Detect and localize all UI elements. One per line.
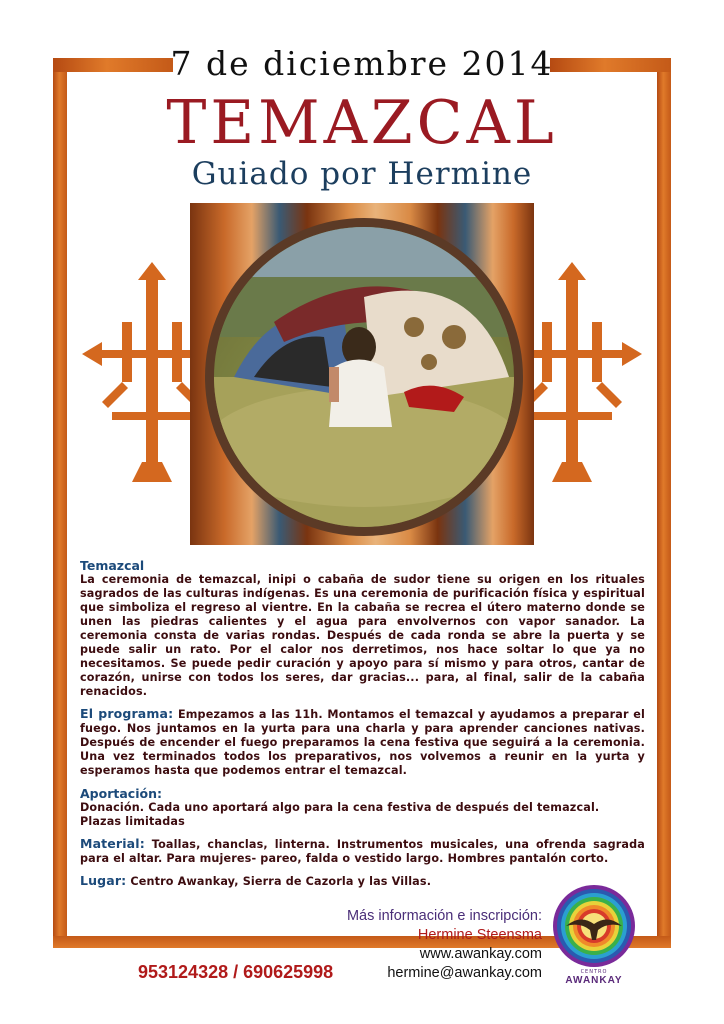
contact-info bbox=[347, 907, 542, 983]
section-aportacion bbox=[80, 786, 645, 829]
section-text: Donación. Cada uno aportará algo para la cena festiva de después del temazcal. bbox=[80, 801, 600, 814]
logo-caption: AWANKAY bbox=[565, 975, 623, 986]
section-heading: Lugar: bbox=[80, 873, 127, 888]
event-description bbox=[80, 558, 645, 897]
temazcal-photo bbox=[205, 218, 523, 536]
section-heading: Aportación: bbox=[80, 786, 162, 801]
section-text: Centro Awankay, Sierra de Cazorla y las Villas. bbox=[130, 875, 432, 888]
event-date: 7 de diciembre 2014 bbox=[170, 44, 554, 83]
event-title: TEMAZCAL bbox=[166, 88, 558, 158]
section-text: Plazas limitadas bbox=[80, 815, 185, 828]
contact-intro: Más información e inscripción: bbox=[346, 908, 542, 924]
website-link[interactable]: www.awankay.com bbox=[419, 946, 542, 962]
section-text: La ceremonia de temazcal, inipi o cabaña de sudor tiene su origen en los rituales sagrados de las culturas indígenas. Es una ceremonia de purificación física y espiritual que simboliza el regreso al vientre. En la cabaña se recrea el útero materno donde se unen las piedras calientes y el agua para envolvernos con vapor sanador. La ceremonia consta de varias rondas. Después de cada ronda se abre la puerta y se puede salir un rato. Por el calor nos derretimos, nos hace soltar lo que ya no necesitamos. Se puede pedir curación y apoyo para sí mismo y para otros, cantar de corazón, unirse con todos los seres, dar gracias... para, al final, salir de la cabaña renacidos. bbox=[80, 573, 645, 698]
section-heading: Temazcal bbox=[80, 558, 145, 573]
phone-numbers: 953124328 / 690625998 bbox=[138, 962, 334, 982]
section-heading: Material: bbox=[80, 836, 145, 851]
awankay-logo-icon bbox=[552, 884, 636, 968]
section-text: Toallas, chanclas, linterna. Instrumentos musicales, una ofrenda sagrada para el altar. Para mujeres- pareo, falda o vestido largo. Hombres pantalón corto. bbox=[80, 838, 645, 865]
section-material bbox=[80, 837, 645, 866]
section-heading: El programa: bbox=[80, 706, 174, 721]
section-text: Empezamos a las 11h. Montamos el temazcal y ayudamos a preparar el fuego. Nos juntamos en la yurta para una charla y para aprender canciones nativas. Después de encender el fuego preparamos la cena festiva que seguirá a la ceremonia. Una vez terminados todos los preparativos, nos volvemos a reunir en la yurta y esperamos hasta que podemos entrar el temazcal. bbox=[80, 708, 645, 777]
section-programa bbox=[80, 707, 645, 778]
logo-small-caption: CENTRO bbox=[580, 969, 608, 975]
section-temazcal bbox=[80, 558, 645, 699]
contact-name: Hermine Steensma bbox=[417, 927, 542, 943]
temazcal-scene-image bbox=[214, 227, 514, 527]
email-link[interactable]: hermine@awankay.com bbox=[387, 965, 542, 981]
event-subtitle: Guiado por Hermine bbox=[191, 156, 533, 192]
